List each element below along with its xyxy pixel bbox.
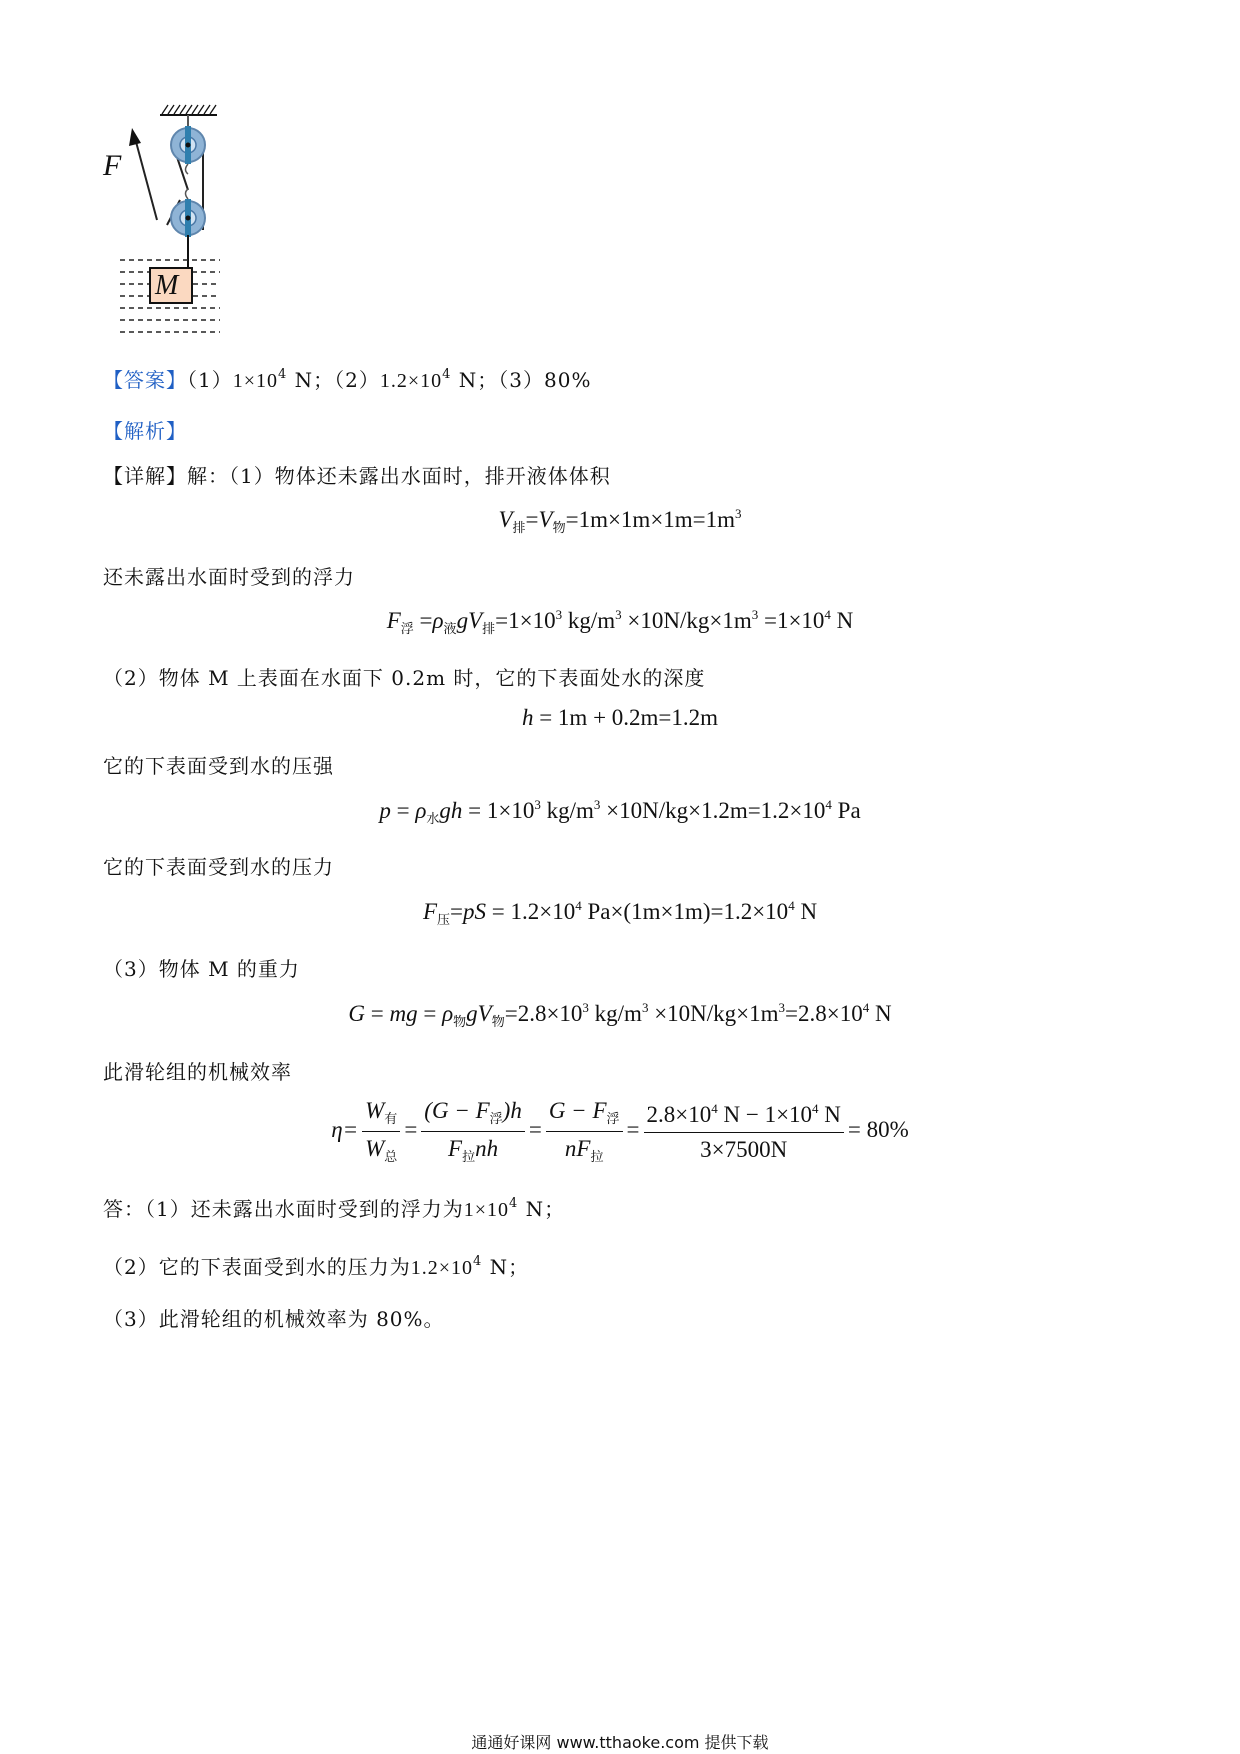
detail-line-3: （2）物体 M 上表面在水面下 0.2m 时，它的下表面处水的深度 bbox=[103, 666, 706, 690]
force-label: F bbox=[103, 149, 122, 182]
detail-line-5: 它的下表面受到水的压力 bbox=[103, 855, 334, 879]
fraction-work: $\frac{W_有}{W_总}$ bbox=[362, 1098, 400, 1165]
equation-pressure: $p = \rho_水gh = 1\times 10^3$ $kg/m^3 \times 10N/kg\times 1.2m=1.2\times 10^4$ Pa bbox=[379, 797, 861, 827]
equation-efficiency: η= $\frac{W_有}{W_总}$ = $\frac{(G - F_浮)h}{F_拉nh}$ = $\frac{G - F_浮}{nF_拉}$ = $\frac{2.8\times 10^4 N - 1\times 10^4 N}{3\times 7500N}$ = 80% bbox=[331, 1098, 909, 1165]
conclusion-3: （3）此滑轮组的机械效率为 80%。 bbox=[103, 1307, 445, 1331]
detail-tag: 【详解】 bbox=[103, 464, 187, 488]
equation-depth: h = 1m + 0.2m=1.2m bbox=[521, 705, 719, 730]
equation-pressure-force: $F_压=pS = 1.2\times 10^4$ $Pa\times(1m\times 1m)=1.2\times 10^4$ N bbox=[422, 898, 818, 928]
equation-buoyancy: $F_浮 =\rho_液gV_排=1\times 10^3$ $kg/m^3 \times 10N/kg\times 1m^3 =1\times 10^4$ N bbox=[386, 607, 854, 637]
equation-gravity: G = mg = $\rho_物gV_物=2.8\times 10^3$ $kg/m^3 \times 10N/kg\times 1m^3=2.8\times 10^4$ N bbox=[348, 1000, 892, 1030]
detail-line-6: （3）物体 M 的重力 bbox=[103, 957, 300, 981]
conclusion-1: 答：（1）还未露出水面时受到的浮力为$1\times 10^4$ N； bbox=[103, 1196, 566, 1221]
conclusion-2: （2）它的下表面受到水的压力为$1.2\times 10^4$ N； bbox=[103, 1254, 530, 1279]
equation-volume: $V_排=V_物=1m\times 1m\times 1m=1m^3$ bbox=[498, 506, 742, 536]
detail-line-1: 【详解】解：（1）物体还未露出水面时，排开液体体积 bbox=[103, 464, 611, 488]
fraction-numeric: $\frac{2.8\times 10^4 N - 1\times 10^4 N}{3\times 7500N}$ bbox=[644, 1101, 844, 1163]
answer-tag: 【答案】 bbox=[103, 368, 187, 392]
fraction-force: $\frac{G - F_浮}{nF_拉}$ bbox=[546, 1098, 623, 1165]
analysis-tag: 【解析】 bbox=[103, 419, 187, 443]
answer-line: 【答案】$(1)1\times 10^4$ N；$(2)1.2\times 10^4$ N；（3）80% bbox=[103, 367, 592, 392]
footer-download-credit: 通通好课网 www.tthaoke.com 提供下载 bbox=[471, 1733, 769, 1752]
detail-line-2: 还未露出水面时受到的浮力 bbox=[103, 565, 355, 589]
fraction-force-height: $\frac{(G - F_浮)h}{F_拉nh}$ bbox=[421, 1098, 525, 1165]
detail-line-4: 它的下表面受到水的压强 bbox=[103, 754, 334, 778]
block-label: M bbox=[155, 270, 179, 301]
pulley-figure bbox=[105, 100, 255, 375]
detail-line-7: 此滑轮组的机械效率 bbox=[103, 1060, 292, 1084]
